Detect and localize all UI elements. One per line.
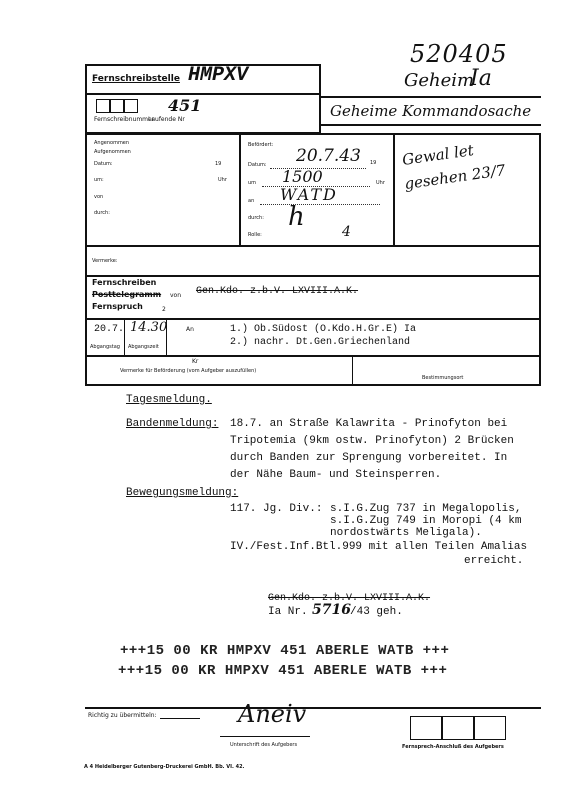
angenommen-um-label: um: bbox=[94, 177, 104, 183]
bewegung-1-text-3: nordostwärts Meligala). bbox=[330, 527, 482, 539]
type-fernspruch: Fernspruch bbox=[92, 302, 143, 311]
handwritten-remark-line1: Gewal let bbox=[401, 141, 475, 169]
phone-box-1 bbox=[410, 716, 442, 740]
secret-title: Geheime Kommandosache bbox=[330, 102, 532, 120]
sender-value: Gen.Kdo. z.b.V. LXVIII.A.K. bbox=[196, 286, 359, 297]
befoerdert-durch-label: durch: bbox=[248, 215, 264, 221]
von-label: von bbox=[170, 292, 182, 299]
banden-text-4: der Nähe Baum- und Steinsperren. bbox=[230, 469, 442, 481]
banden-label: Bandenmeldung: bbox=[126, 418, 219, 430]
phone-box-2 bbox=[442, 716, 474, 740]
aufgenommen-label: Aufgenommen bbox=[94, 149, 131, 155]
classification-handwritten: Geheim bbox=[404, 70, 475, 91]
angenommen-uhr-label: Uhr bbox=[218, 177, 227, 183]
abgangstag-label: Abgangstag bbox=[90, 344, 120, 350]
bewegung-1-text-1: s.I.G.Zug 737 in Megalopolis, bbox=[330, 503, 522, 515]
banden-text-3: durch Banden zur Sprengung vorbereitet. In bbox=[230, 452, 508, 464]
banden-text-1: 18.7. an Straße Kalawrita - Prinofyton bei bbox=[230, 418, 508, 430]
body-title: Tagesmeldung. bbox=[126, 394, 212, 406]
fernschreibnummer-box-3 bbox=[124, 99, 138, 113]
bewegung-label: Bewegungsmeldung: bbox=[126, 487, 239, 499]
archive-number: 520405 bbox=[410, 40, 508, 68]
unterschrift-label: Unterschrift des Aufgebers bbox=[230, 742, 298, 748]
dispatch-date-value: 20.7. bbox=[94, 324, 125, 335]
sign-ia-number: 5716 bbox=[312, 602, 351, 618]
fernschreibnummer-label: Fernschreibnummer bbox=[94, 116, 155, 123]
befoerdert-um-value: 1500 bbox=[282, 167, 323, 186]
befoerdert-um-label: um bbox=[248, 180, 257, 186]
angenommen-label: Angenommen bbox=[94, 140, 130, 146]
angenommen-durch-label: durch: bbox=[94, 210, 110, 216]
bewegung-1-label: 117. Jg. Div.: bbox=[230, 503, 323, 515]
vermerke-befoerderung-label: Vermerke für Beförderung (vom Aufgeber auszufüllen) bbox=[120, 368, 257, 374]
sign-ia-prefix: Ia Nr. bbox=[268, 606, 308, 618]
fernschreibstelle-value: HMPXV bbox=[188, 64, 249, 87]
fernschreibnummer-box-1 bbox=[96, 99, 110, 113]
classification-handwritten-ia: Ia bbox=[470, 66, 492, 91]
an-label: An bbox=[186, 326, 194, 333]
type-fernschreiben: Fernschreiben bbox=[92, 278, 157, 287]
befoerdert-datum-label: Datum: bbox=[248, 162, 267, 168]
laufende-nr-label: Laufende Nr bbox=[148, 116, 185, 123]
teletype-line-2: +++15 00 KR HMPXV 451 ABERLE WATB +++ bbox=[118, 663, 448, 679]
vermerke-label: Vermerke: bbox=[92, 258, 118, 264]
angenommen-year-label: 19 bbox=[215, 161, 222, 167]
handwritten-remark-line2: gesehen 23/7 bbox=[403, 161, 507, 193]
bewegung-2-text-1: IV./Fest.Inf.Btl.999 mit allen Teilen Amalias bbox=[230, 541, 528, 553]
sign-ia-suffix: /43 geh. bbox=[350, 606, 403, 618]
kr-mark: Kr bbox=[192, 358, 199, 365]
befoerdert-year-label: 19 bbox=[370, 160, 377, 166]
teletype-line-1: +++15 00 KR HMPXV 451 ABERLE WATB +++ bbox=[120, 643, 450, 659]
befoerdert-an-value: WATD bbox=[280, 185, 338, 204]
recipient-2: 2.) nachr. Dt.Gen.Griechenland bbox=[230, 337, 411, 348]
dispatch-time-value: 14.30 bbox=[130, 320, 168, 335]
recipient-1: 1.) Ob.Südost (O.Kdo.H.Gr.E) Ia bbox=[230, 324, 417, 335]
printer-line: A 4 Heidelberger Gutenberg-Druckerei GmbH. Bb. VI. 42. bbox=[84, 764, 245, 770]
fernschreibnummer-box-2 bbox=[110, 99, 124, 113]
befoerdert-uhr-label: Uhr bbox=[376, 180, 385, 186]
befoerdert-rolle-label: Rolle: bbox=[248, 232, 262, 238]
befoerdert-an-label: an bbox=[248, 198, 255, 204]
angenommen-von-label: von bbox=[94, 194, 104, 200]
type-posttelegramm: Posttelegramm bbox=[92, 290, 162, 299]
signature-handwritten: Aneiv bbox=[238, 700, 307, 728]
abgangszeit-label: Abgangszeit bbox=[128, 344, 159, 350]
befoerdert-rolle-value: 4 bbox=[342, 224, 351, 240]
sign-unit: Gen.Kdo. z.b.V. LXVIII.A.K. bbox=[268, 593, 431, 604]
bewegung-2-text-2: erreicht. bbox=[464, 555, 524, 567]
bewegung-1-text-2: s.I.G.Zug 749 in Moropi (4 km bbox=[330, 515, 522, 527]
angenommen-datum-label: Datum: bbox=[94, 161, 113, 167]
fernschreibstelle-label: Fernschreibstelle bbox=[92, 74, 180, 84]
laufende-nr-value: 451 bbox=[168, 96, 202, 115]
fernsprech-label: Fernsprech-Anschluß des Aufgebers bbox=[402, 744, 504, 750]
befoerdert-label: Befördert: bbox=[248, 142, 274, 148]
page-mark: 2 bbox=[162, 306, 166, 313]
befoerdert-datum-value: 20.7.43 bbox=[296, 146, 361, 166]
phone-box-3 bbox=[474, 716, 506, 740]
richtig-label: Richtig zu übermitteln: bbox=[88, 712, 157, 719]
banden-text-2: Tripotemia (9km ostw. Prinofyton) 2 Brücken bbox=[230, 435, 514, 447]
befoerdert-durch-value: h bbox=[288, 202, 305, 232]
bestimmungsort-label: Bestimmungsort bbox=[422, 375, 464, 381]
